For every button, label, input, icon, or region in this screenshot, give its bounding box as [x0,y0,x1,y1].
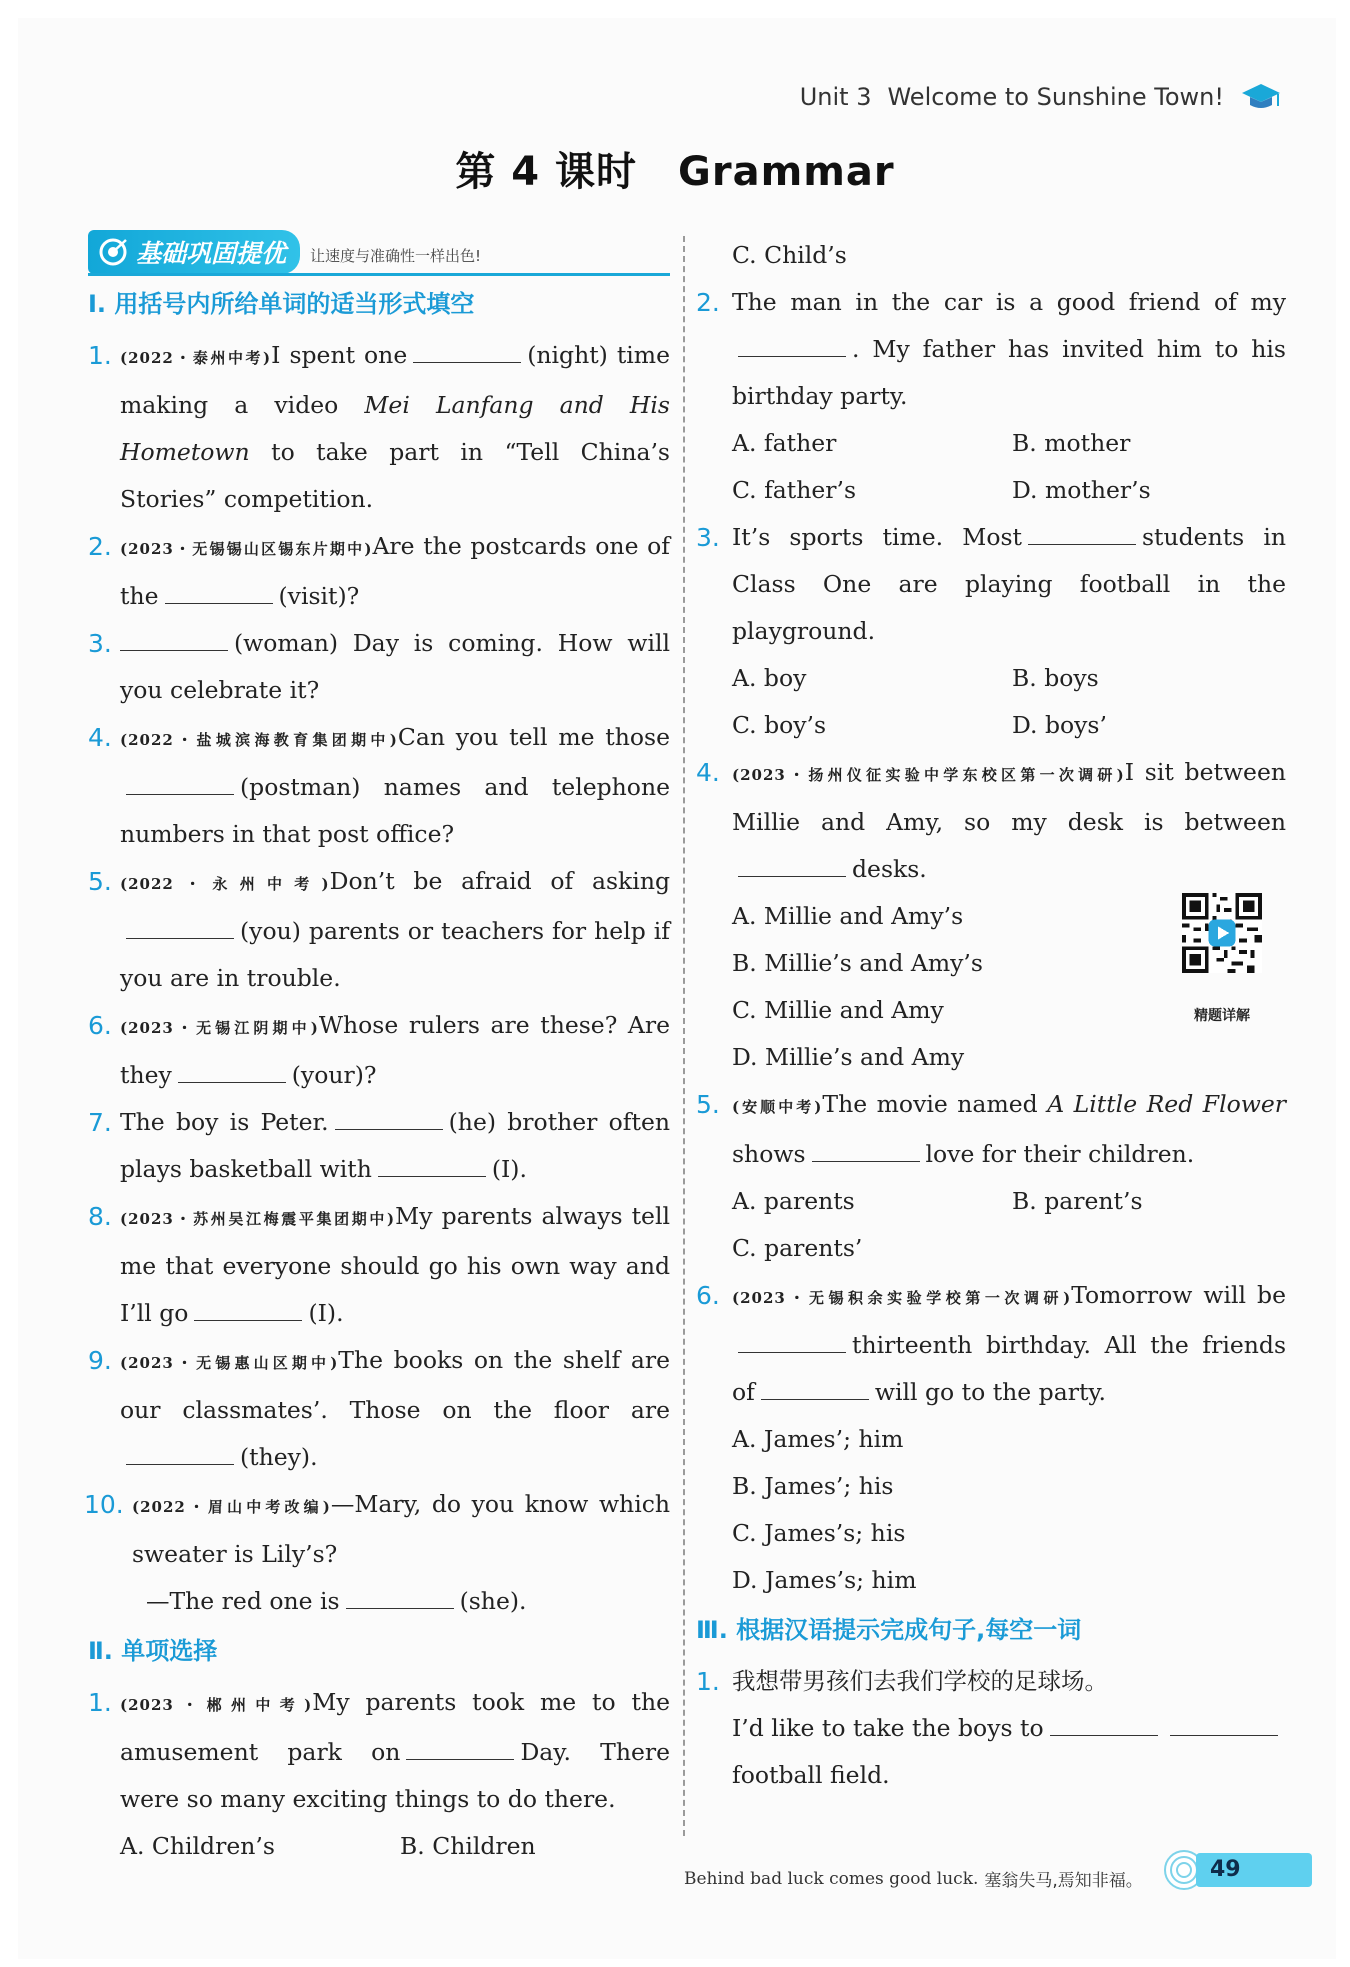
section-1-heading: Ⅰ. 用括号内所给单词的适当形式填空 [88,290,475,318]
question-text: to take part in “Tell China’s Stories” competition. [120,438,670,513]
question-source: (2022・泰州中考) [120,349,272,367]
option-b[interactable]: B. James’; his [732,1472,894,1500]
answer-blank[interactable] [126,768,234,795]
question-number: 3. [88,629,112,658]
section-banner [88,232,670,274]
question-text: I’d like to take the boys to [732,1714,1044,1742]
question-text: shows [732,1140,806,1168]
answer-blank[interactable] [1050,1709,1158,1736]
fill-question-1 [88,332,670,523]
question-number: 6. [696,1281,720,1310]
answer-blank[interactable] [120,624,228,651]
option-a[interactable]: A. father [732,429,837,457]
question-text: Can you tell me those [397,723,670,751]
choice-options [696,232,1286,279]
option-a[interactable]: A. James’; him [732,1425,904,1453]
question-text: will go to the party. [874,1378,1107,1406]
banner-label-box [88,230,300,274]
option-c[interactable]: C. James’s; his [732,1519,906,1547]
question-source: (2022・永州中考) [120,875,330,893]
question-source: (安顺中考) [732,1098,823,1116]
question-text: Day. There were so many exciting things to do there. [120,1738,670,1813]
question-text: (your)? [291,1061,377,1089]
question-text: (I). [491,1155,527,1183]
unit-title: Welcome to Sunshine Town! [887,83,1224,111]
option-d[interactable]: D. boys’ [1012,711,1107,739]
running-header [800,82,1282,112]
question-text: (woman) Day is coming. How will you celebrate it? [120,629,670,704]
question-text: desks. [852,855,927,883]
question-text: (he) brother often plays basketball with [120,1108,670,1183]
question-text: (you) parents or teachers for help if you are in trouble. [120,917,670,992]
question-number: 2. [696,288,720,317]
option-c[interactable]: C. Millie and Amy [732,996,944,1024]
question-text: (visit)? [278,582,360,610]
proverb-chinese: 塞翁失马,焉知非福。 [984,1871,1143,1891]
chinese-prompt: 我想带男孩们去我们学校的足球场。 [732,1667,1108,1695]
question-text: My parents took me to the amusement park on [120,1688,670,1766]
answer-blank[interactable] [126,1438,234,1465]
answer-blank[interactable] [335,1103,443,1130]
fill-question-5 [88,858,670,1002]
option-d[interactable]: D. mother’s [1012,476,1151,504]
question-text: The man in the car is a good friend of my [732,288,1286,316]
answer-blank[interactable] [194,1294,302,1321]
section-3-heading: Ⅲ. 根据汉语提示完成句子,每空一词 [696,1616,1082,1644]
choice-question-2 [696,279,1286,420]
option-d[interactable]: D. Millie’s and Amy [732,1043,965,1071]
question-source: (2023・苏州吴江梅震平集团期中) [120,1210,396,1228]
answer-blank[interactable] [738,330,846,357]
choice-options [696,420,1286,514]
question-number: 1. [88,1688,112,1717]
proverb-english: Behind bad luck comes good luck. [684,1868,979,1889]
dialogue-reply [132,1578,670,1625]
question-source: (2023・无锡惠山区期中) [120,1354,339,1372]
option-c[interactable]: C. father’s [732,476,857,504]
question-number: 10. [84,1490,124,1519]
option-a[interactable]: A. Millie and Amy’s [732,902,964,930]
option-b[interactable]: B. Children [400,1832,536,1860]
answer-blank[interactable] [178,1056,286,1083]
option-b[interactable]: B. mother [1012,429,1131,457]
target-icon [98,237,128,267]
answer-blank[interactable] [1170,1709,1278,1736]
question-text: Whose rulers are these? Are they [120,1011,670,1089]
option-c[interactable]: C. parents’ [732,1234,863,1262]
question-number: 4. [88,723,112,752]
question-source: (2023・无锡积余实验学校第一次调研) [732,1289,1072,1307]
fill-question-7 [88,1099,670,1193]
answer-blank[interactable] [761,1373,869,1400]
unit-number: Unit 3 [799,83,872,111]
option-c[interactable]: C. Child’s [732,241,847,269]
fill-question-8 [88,1193,670,1337]
question-text: (postman) names and telephone numbers in that post office? [120,773,670,848]
banner-underline [88,273,670,276]
page-title: 第 4 课时 Grammar [455,149,895,195]
answer-blank[interactable] [406,1733,514,1760]
question-source: (2022・眉山中考改编) [132,1498,331,1516]
question-text: Don’t be afraid of asking [329,867,670,895]
choice-question-3 [696,514,1286,655]
option-b[interactable]: B. Millie’s and Amy’s [732,949,983,977]
section-2-heading: Ⅱ. 单项选择 [88,1637,218,1665]
question-number: 4. [696,758,720,787]
question-text: (night) time making a video [120,341,670,419]
fill-question-4 [88,714,670,858]
fill-question-9 [88,1337,670,1481]
question-number: 6. [88,1011,112,1040]
choice-options [696,655,1286,749]
question-text: —The red one is [146,1587,340,1615]
question-text: Tomorrow will be [1071,1281,1286,1309]
answer-blank[interactable] [738,850,846,877]
page-number: 49 [1196,1853,1312,1887]
question-text: My parents always tell me that everyone should go his own way and I’ll go [120,1202,671,1327]
question-text: I sit between Millie and Amy, so my desk is between [732,758,1287,836]
banner-label: 基础巩固提优 [136,239,287,268]
question-text: The boy is Peter. [120,1108,329,1136]
question-text: . My father has invited him to his birthday party. [732,335,1286,410]
right-column [696,232,1286,1799]
question-text: The movie named [822,1090,1048,1118]
choice-options [696,1416,1286,1604]
answer-blank[interactable] [378,1150,486,1177]
answer-blank[interactable] [1028,518,1136,545]
option-a[interactable]: A. boy [732,664,807,692]
question-number: 1. [88,341,112,370]
qr-code-icon [1182,893,1262,973]
question-number: 2. [88,532,112,561]
fill-question-2 [88,523,670,620]
choice-question-1 [88,1679,670,1823]
answer-blank[interactable] [812,1135,920,1162]
question-text: It’s sports time. Most [732,523,1022,551]
question-number: 5. [696,1090,720,1119]
question-text: I spent one [271,341,408,369]
question-text: —Mary, do you know which sweater is Lily’s? [132,1490,671,1568]
question-number: 8. [88,1202,112,1231]
question-text: Are the postcards one of the [120,532,671,610]
choice-options [696,1178,1286,1272]
graduation-cap-icon [1240,82,1282,112]
question-text: football field. [732,1761,890,1789]
option-a[interactable]: A. Children’s [120,1832,275,1860]
fill-question-10 [84,1481,671,1625]
choice-options [88,1823,670,1870]
footer-proverb [684,1866,1143,1891]
option-c[interactable]: C. boy’s [732,711,827,739]
question-source: (2022・盐城滨海教育集团期中) [120,731,398,749]
question-number: 5. [88,867,112,896]
choice-question-4 [696,749,1286,893]
question-number: 1. [696,1667,720,1696]
banner-motto: 让速度与准确性一样出色! [310,247,482,265]
question-number: 9. [88,1346,112,1375]
qr-code-block[interactable] [1180,893,1264,1040]
answer-blank[interactable] [738,1326,846,1353]
page-number-badge [1162,1850,1312,1890]
movie-title: A Little Red Flower [1047,1090,1286,1118]
answer-blank[interactable] [413,336,521,363]
answer-blank[interactable] [165,577,273,604]
question-number: 3. [696,523,720,552]
question-source: (2023・无锡锡山区锡东片期中) [120,540,373,558]
fill-question-6 [88,1002,670,1099]
qr-label: 精题详解 [1194,1008,1250,1024]
question-text: (I). [308,1299,344,1327]
translation-question-1 [696,1658,1286,1799]
option-b[interactable]: B. parent’s [1012,1187,1143,1215]
question-text: The books on the shelf are our classmates’. Those on the floor are [120,1346,670,1424]
question-number: 7. [88,1108,112,1137]
question-source: (2023・扬州仪征实验中学东校区第一次调研) [732,766,1125,784]
choice-options [696,893,1286,1081]
fill-question-3 [88,620,670,714]
question-text: students in Class One are playing football in the playground. [732,523,1286,645]
choice-question-5 [696,1081,1286,1178]
question-text: love for their children. [925,1140,1195,1168]
answer-blank[interactable] [346,1582,454,1609]
question-source: (2023・无锡江阴期中) [120,1019,319,1037]
column-divider [683,236,685,1836]
video-title: Mei Lanfang and His Hometown [120,391,670,466]
answer-blank[interactable] [126,912,234,939]
question-text: thirteenth birthday. All the friends of [732,1331,1286,1406]
choice-question-6 [696,1272,1286,1416]
question-text: (they). [240,1443,318,1471]
option-d[interactable]: D. James’s; him [732,1566,917,1594]
question-source: (2023・郴州中考) [120,1696,313,1714]
option-b[interactable]: B. boys [1012,664,1099,692]
option-a[interactable]: A. parents [732,1187,855,1215]
question-text: (she). [459,1587,527,1615]
left-column [84,232,671,1870]
